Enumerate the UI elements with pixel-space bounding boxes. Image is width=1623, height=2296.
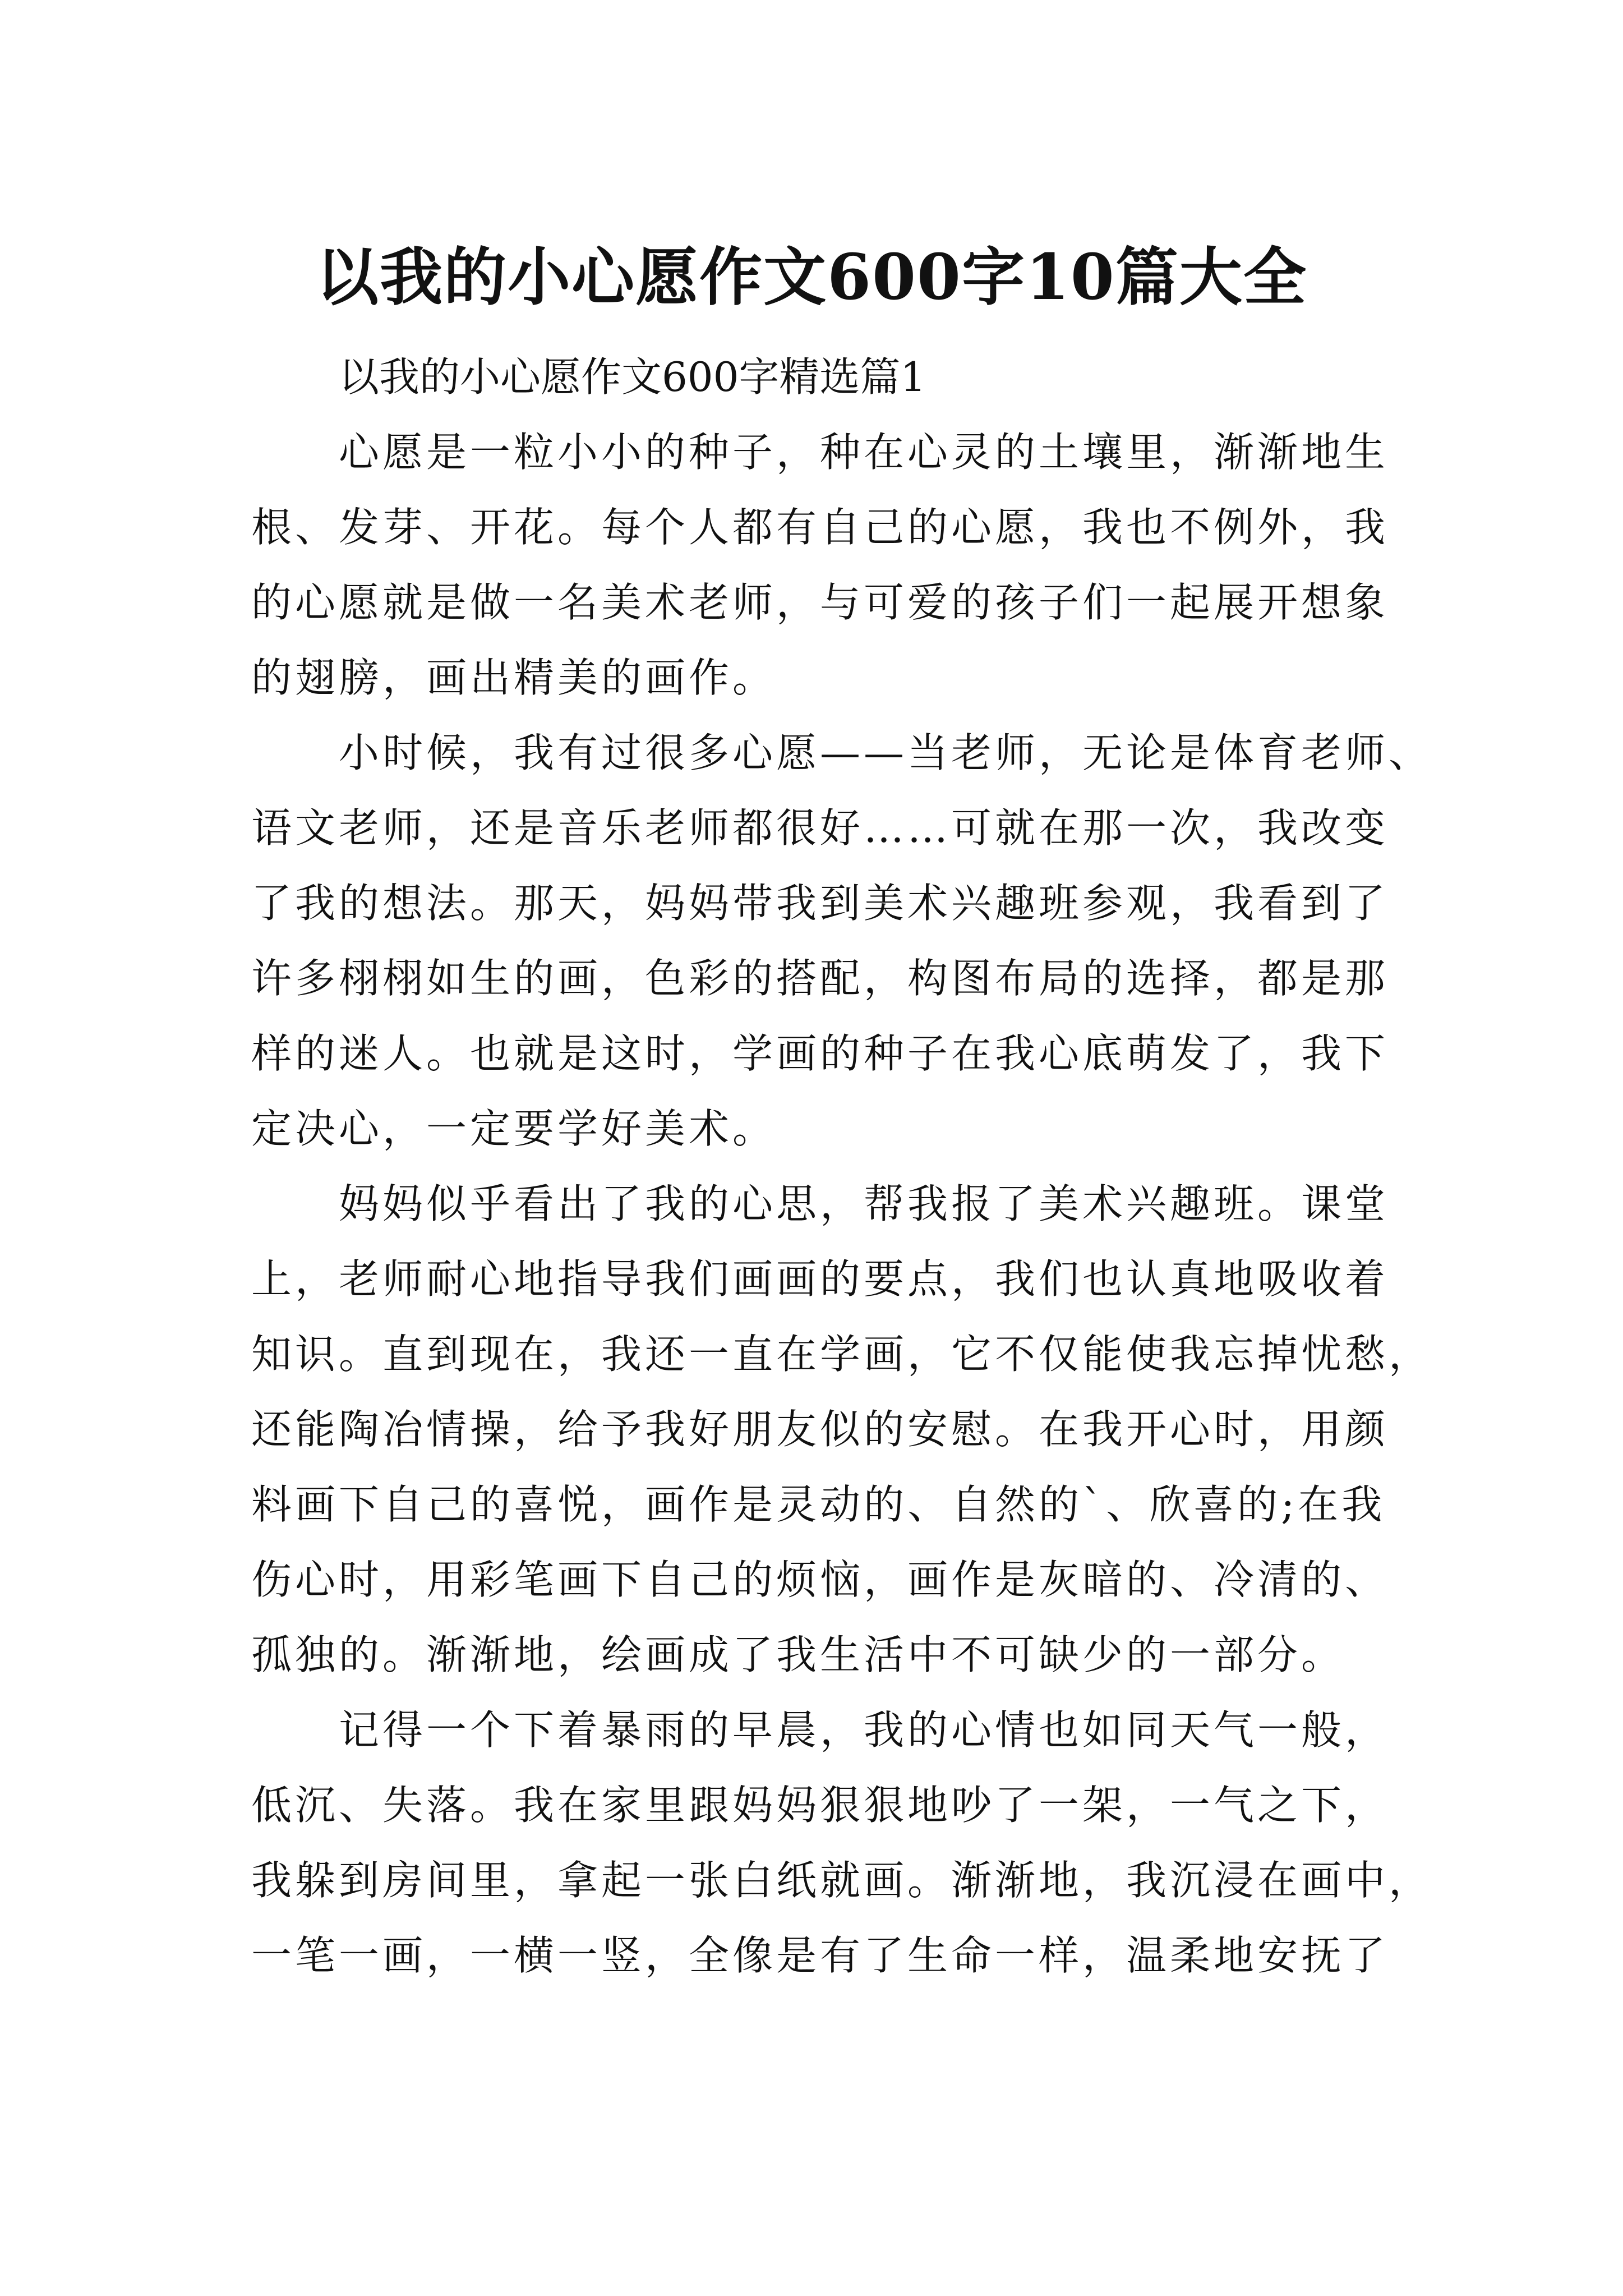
text-line: 一笔一画，一横一竖，全像是有了生命一样，温柔地安抚了	[251, 1932, 1389, 1979]
paragraph-1	[251, 415, 1401, 715]
text-line: 孤独的。渐渐地，绘画成了我生活中不可缺少的一部分。	[251, 1631, 1345, 1678]
document-body	[251, 339, 1433, 1993]
text-line: 了我的想法。那天，妈妈带我到美术兴趣班参观，我看到了	[251, 880, 1389, 927]
text-line: 的心愿就是做一名美术老师，与可爱的孩子们一起展开想象	[251, 579, 1389, 626]
text-line: 许多栩栩如生的画，色彩的搭配，构图布局的选择，都是那	[251, 955, 1389, 1002]
text-line: 语文老师，还是音乐老师都很好……可就在那一次，我改变	[251, 804, 1389, 852]
text-line: 料画下自己的喜悦，画作是灵动的、自然的`、欣喜的;在我	[251, 1481, 1386, 1528]
text-line: 我躲到房间里，拿起一张白纸就画。渐渐地，我沉浸在画中，	[251, 1857, 1433, 1904]
text-line: 还能陶冶情操，给予我好朋友似的安慰。在我开心时，用颜	[251, 1406, 1389, 1453]
text-line: 的翅膀，画出精美的画作。	[251, 654, 777, 701]
paragraph-4	[251, 1692, 1433, 1993]
text-line: 上，老师耐心地指导我们画画的要点，我们也认真地吸收着	[251, 1255, 1389, 1303]
document-title: 以我的小心愿作文600字10篇大全	[316, 241, 1307, 315]
text-line: 心愿是一粒小小的种子，种在心灵的土壤里，渐渐地生	[339, 429, 1389, 476]
text-line: 妈妈似乎看出了我的心思，帮我报了美术兴趣班。课堂	[339, 1180, 1389, 1227]
text-line: 低沉、失落。我在家里跟妈妈狠狠地吵了一架，一气之下，	[251, 1782, 1389, 1829]
text-line: 定决心，一定要学好美术。	[251, 1105, 777, 1152]
text-line: 小时候，我有过很多心愿——当老师，无论是体育老师、	[339, 729, 1433, 776]
text-line: 记得一个下着暴雨的早晨，我的心情也如同天气一般，	[339, 1706, 1389, 1754]
text-line: 伤心时，用彩笔画下自己的烦恼，画作是灰暗的、冷清的、	[251, 1556, 1389, 1603]
paragraph-3	[251, 1166, 1433, 1692]
text-line: 根、发芽、开花。每个人都有自己的心愿，我也不例外，我	[251, 504, 1389, 551]
text-line: 样的迷人。也就是这时，学画的种子在我心底萌发了，我下	[251, 1030, 1389, 1077]
paragraph-2	[251, 715, 1433, 1166]
section-heading: 以我的小心愿作文600字精选篇1	[339, 353, 926, 401]
text-line: 知识。直到现在，我还一直在学画，它不仅能使我忘掉忧愁，	[251, 1331, 1433, 1378]
